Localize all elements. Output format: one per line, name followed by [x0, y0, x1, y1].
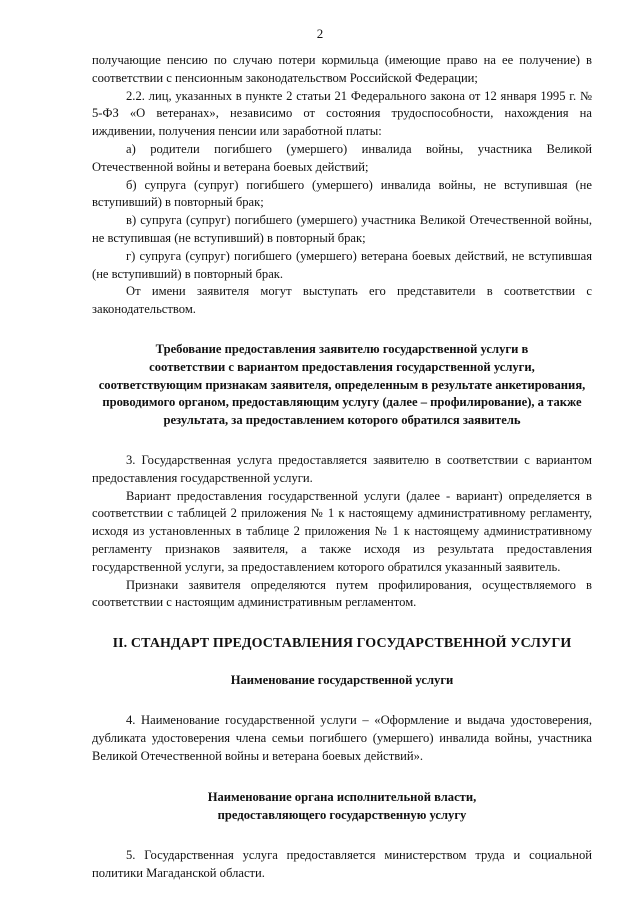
paragraph-variant: Вариант предоставления государственной услуги (далее - вариант) определяется в соответствии с таблицей 2 приложения № 1 к настоящему административному регламенту, исходя из установленных в таблице 2 приложения № 1 к настоящему административному регламенту признаков заявителя, а также исходя из результата предоставления государственной услуги, за предоставлением которого обратился указанный заявитель.: [92, 488, 592, 574]
paragraph-profiling: Признаки заявителя определяются путем профилирования, осуществляемого в соответствии с настоящим административным регламентом.: [92, 577, 592, 610]
heading-line: результата, за предоставлением которого обратился заявитель: [163, 413, 521, 428]
heading-line: соответствии с вариантом предоставления государственной услуги,: [149, 359, 535, 374]
heading-line: Наименование органа исполнительной власти,: [207, 790, 477, 805]
heading-requirement: [92, 341, 592, 430]
paragraph-representatives: От имени заявителя могут выступать его представители в соответствии с законодательством.: [92, 284, 592, 317]
paragraph-3: 3. Государственная услуга предоставляется заявителю в соответствии с вариантом предоставления государственной услуги.: [92, 452, 592, 485]
heading-authority: [92, 789, 592, 825]
section-title: II. СТАНДАРТ ПРЕДОСТАВЛЕНИЯ ГОСУДАРСТВЕННОЙ УСЛУГИ: [112, 636, 572, 652]
paragraph-4: 4. Наименование государственной услуги – «Оформление и выдача удостоверения, дубликата удостоверения члена семьи погибшего (умершего) инвалида войны, участника Великой Отечественной войны и ветерана боевых действий».: [92, 712, 592, 763]
paragraph-pension-recipients: получающие пенсию по случаю потери кормильца (имеющие право на ее получение) в соответствии с пенсионным законодательством Российской Федерации;: [92, 53, 592, 85]
paragraph-2-2: 2.2. лиц, указанных в пункте 2 статьи 21 Федерального закона от 12 января 1995 г. № 5-ФЗ «О ветеранах», независимо от состояния трудоспособности, нахождения на иждивении, получения пенсии или заработной платы:: [92, 88, 592, 139]
heading-line: соответствующим признакам заявителя, определенным в результате анкетирования,: [98, 377, 586, 392]
heading-line: Требование предоставления заявителю государственной услуги в: [155, 341, 529, 356]
heading-line: проводимого органом, предоставляющим услугу (далее – профилирование), а также: [102, 395, 582, 410]
list-item-b: б) супруга (супруг) погибшего (умершего) инвалида войны, не вступившая (не вступивший) в повторный брак;: [92, 177, 592, 210]
heading-line: предоставляющего государственную услугу: [217, 808, 467, 823]
list-item-g: г) супруга (супруг) погибшего (умершего) ветерана боевых действий, не вступившая (не вступивший) в повторный брак.: [92, 248, 592, 281]
paragraph-5: 5. Государственная услуга предоставляется министерством труда и социальной политики Магаданской области.: [92, 847, 592, 880]
list-item-v: в) супруга (супруг) погибшего (умершего) участника Великой Отечественной войны, не вступившая (не вступивший) в повторный брак;: [92, 213, 592, 245]
page-number: 2: [316, 26, 324, 41]
list-item-a: а) родители погибшего (умершего) инвалида войны, участника Великой Отечественной войны и ветерана боевых действий;: [92, 141, 592, 174]
heading-service-name: Наименование государственной услуги: [230, 673, 454, 688]
